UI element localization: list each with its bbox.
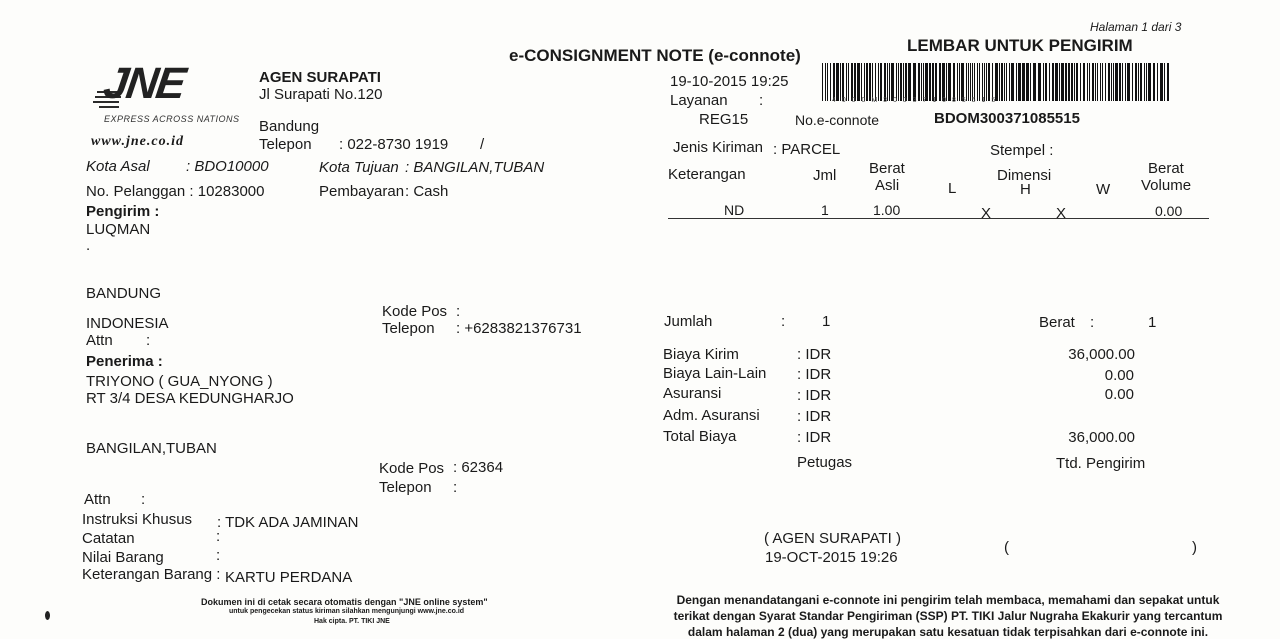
destination-value: : BANGILAN,TUBAN xyxy=(405,159,545,176)
cost-label: Total Biaya xyxy=(663,428,737,445)
col-length: L xyxy=(948,180,957,197)
cost-currency: : IDR xyxy=(797,366,832,383)
hole-mark xyxy=(45,611,50,620)
receiver-address: RT 3/4 DESA KEDUNGHARJO xyxy=(86,390,294,407)
sender-city: BANDUNG xyxy=(86,285,162,302)
row-dim-x1: X xyxy=(981,205,992,222)
col-width: W xyxy=(1096,181,1111,198)
receiver-city: BANGILAN,TUBAN xyxy=(86,440,217,457)
cost-label: Biaya Lain-Lain xyxy=(663,365,767,382)
agent-phone-separator: / xyxy=(480,136,485,153)
sender-country: INDONESIA xyxy=(86,315,169,332)
col-dimension: Dimensi xyxy=(997,167,1052,184)
logo-tagline: EXPRESS ACROSS NATIONS xyxy=(104,114,240,124)
goods-value-label: Nilai Barang xyxy=(82,549,164,566)
payment-value: : Cash xyxy=(405,183,449,200)
col-description: Keterangan xyxy=(668,166,746,183)
goods-description-value: KARTU PERDANA xyxy=(225,569,353,586)
document-title: e-CONSIGNMENT NOTE (e-connote) xyxy=(509,46,801,65)
sender-label: Pengirim : xyxy=(86,203,160,220)
receiver-postal-label: Kode Pos xyxy=(379,460,445,477)
cost-currency: : IDR xyxy=(797,429,832,446)
cost-currency: : IDR xyxy=(797,387,832,404)
cost-amount: 0.00 xyxy=(1104,386,1134,403)
connote-label: No.e-connote xyxy=(795,112,880,128)
agent-name: AGEN SURAPATI xyxy=(259,69,381,86)
row-dim-x2: X xyxy=(1056,205,1067,222)
receiver-phone-value: : xyxy=(453,479,458,496)
sender-postal-value: : xyxy=(456,303,461,320)
goods-value-value: : xyxy=(216,547,221,564)
footer-note-line1: Dokumen ini di cetak secara otomatis dengan "JNE online system" xyxy=(201,597,488,607)
row-weight: 1.00 xyxy=(873,202,901,218)
cost-label: Adm. Asuransi xyxy=(663,407,760,424)
cost-amount: 36,000.00 xyxy=(1068,346,1135,363)
count-colon: : xyxy=(781,313,786,330)
sender-postal-label: Kode Pos xyxy=(382,303,448,320)
agent-phone-label: Telepon xyxy=(259,136,312,153)
agent-city: Bandung xyxy=(259,118,320,135)
origin-label: Kota Asal xyxy=(86,158,150,175)
receiver-name: TRIYONO ( GUA_NYONG ) xyxy=(86,373,273,390)
cost-amount: 36,000.00 xyxy=(1068,429,1135,446)
terms-line3: dalam halaman 2 (dua) yang merupakan satu kesatuan tidak terpisahkan dari e-connote ini. xyxy=(687,625,1209,639)
sender-address: . xyxy=(86,237,91,254)
col-volume-line2: Volume xyxy=(1141,177,1192,194)
receiver-postal-value: : 62364 xyxy=(453,459,504,476)
page-indicator: Halaman 1 dari 3 xyxy=(1090,20,1182,34)
cost-amount: 0.00 xyxy=(1104,367,1134,384)
officer-label: Petugas xyxy=(797,454,853,471)
cost-currency: : IDR xyxy=(797,346,832,363)
weight-label: Berat xyxy=(1039,314,1075,331)
service-colon: : xyxy=(759,92,764,109)
count-label: Jumlah xyxy=(664,313,713,330)
goods-description-label: Keterangan Barang : xyxy=(82,566,221,583)
payment-label: Pembayaran xyxy=(319,183,405,200)
origin-value: : BDO10000 xyxy=(186,158,269,175)
shipment-type-value: : PARCEL xyxy=(773,141,841,158)
receiver-label: Penerima : xyxy=(86,353,163,370)
terms-line2: terikat dengan Syarat Standar Pengiriman (SSP) PT. TIKI Jalur Nugraha Ekakurir yang tercantum xyxy=(673,609,1223,623)
shipment-type-label: Jenis Kiriman xyxy=(673,139,764,156)
connote-number: BDOM300371085515 xyxy=(934,110,1080,127)
signature-date: 19-OCT-2015 19:26 xyxy=(765,549,898,566)
signature-paren-close: ) xyxy=(1192,539,1197,556)
sender-attn-value: : xyxy=(146,332,151,349)
footer-note-line3: Hak cipta. PT. TIKI JNE xyxy=(314,618,390,625)
sender-attn-label: Attn xyxy=(86,332,113,349)
table-rule xyxy=(668,218,1209,219)
logo-text: JNE xyxy=(100,59,188,108)
instruction-label: Instruksi Khusus xyxy=(82,511,193,528)
shipment-datetime: 19-10-2015 19:25 xyxy=(670,73,789,90)
agent-address: Jl Surapati No.120 xyxy=(259,86,383,103)
sender-phone-label: Telepon xyxy=(382,320,435,337)
receiver-phone-label: Telepon xyxy=(379,479,432,496)
row-volume: 0.00 xyxy=(1155,203,1183,219)
sender-phone-value: : +6283821376731 xyxy=(456,320,582,337)
col-weight-line2: Asli xyxy=(875,177,900,194)
note-label: Catatan xyxy=(82,530,135,547)
terms-line1: Dengan menandatangani e-connote ini pengirim telah membaca, memahami dan sepakat untuk xyxy=(676,593,1220,607)
service-label: Layanan xyxy=(670,92,728,109)
cost-label: Biaya Kirim xyxy=(663,346,739,363)
stamp-label: Stempel : xyxy=(990,142,1054,159)
instruction-value: : TDK ADA JAMINAN xyxy=(217,514,359,531)
weight-value: 1 xyxy=(1148,314,1157,331)
receiver-attn-label: Attn xyxy=(84,491,111,508)
col-quantity: Jml xyxy=(813,167,837,184)
logo-website: www.jne.co.id xyxy=(91,134,184,149)
footer-note-line2: untuk pengecekan status kiriman silahkan mengunjungi www.jne.co.id xyxy=(229,608,465,615)
destination-label: Kota Tujuan xyxy=(319,159,399,176)
weight-colon: : xyxy=(1090,314,1095,331)
count-value: 1 xyxy=(822,313,831,330)
receiver-attn-value: : xyxy=(141,491,146,508)
row-quantity: 1 xyxy=(821,202,829,218)
barcode-digits: 4 0 0 0 M 3 0 0 3 7 1 0 8 5 5 1 5 xyxy=(832,97,998,104)
cost-currency: : IDR xyxy=(797,408,832,425)
cost-label: Asuransi xyxy=(663,385,722,402)
copy-label: LEMBAR UNTUK PENGIRIM xyxy=(907,36,1133,55)
agent-phone-value: : 022-8730 1919 xyxy=(339,136,449,153)
sender-signature-label: Ttd. Pengirim xyxy=(1056,455,1146,472)
col-weight-line1: Berat xyxy=(869,160,905,177)
service-value: REG15 xyxy=(699,111,749,128)
signature-paren-open: ( xyxy=(1004,539,1009,556)
note-value: : xyxy=(216,528,221,545)
sender-name: LUQMAN xyxy=(86,221,151,238)
col-volume-line1: Berat xyxy=(1148,160,1184,177)
barcode xyxy=(822,63,1170,101)
agent-stamp-name: ( AGEN SURAPATI ) xyxy=(764,530,901,547)
col-height: H xyxy=(1020,181,1031,198)
row-description: ND xyxy=(724,202,745,218)
customer-number: No. Pelanggan : 10283000 xyxy=(86,183,265,200)
